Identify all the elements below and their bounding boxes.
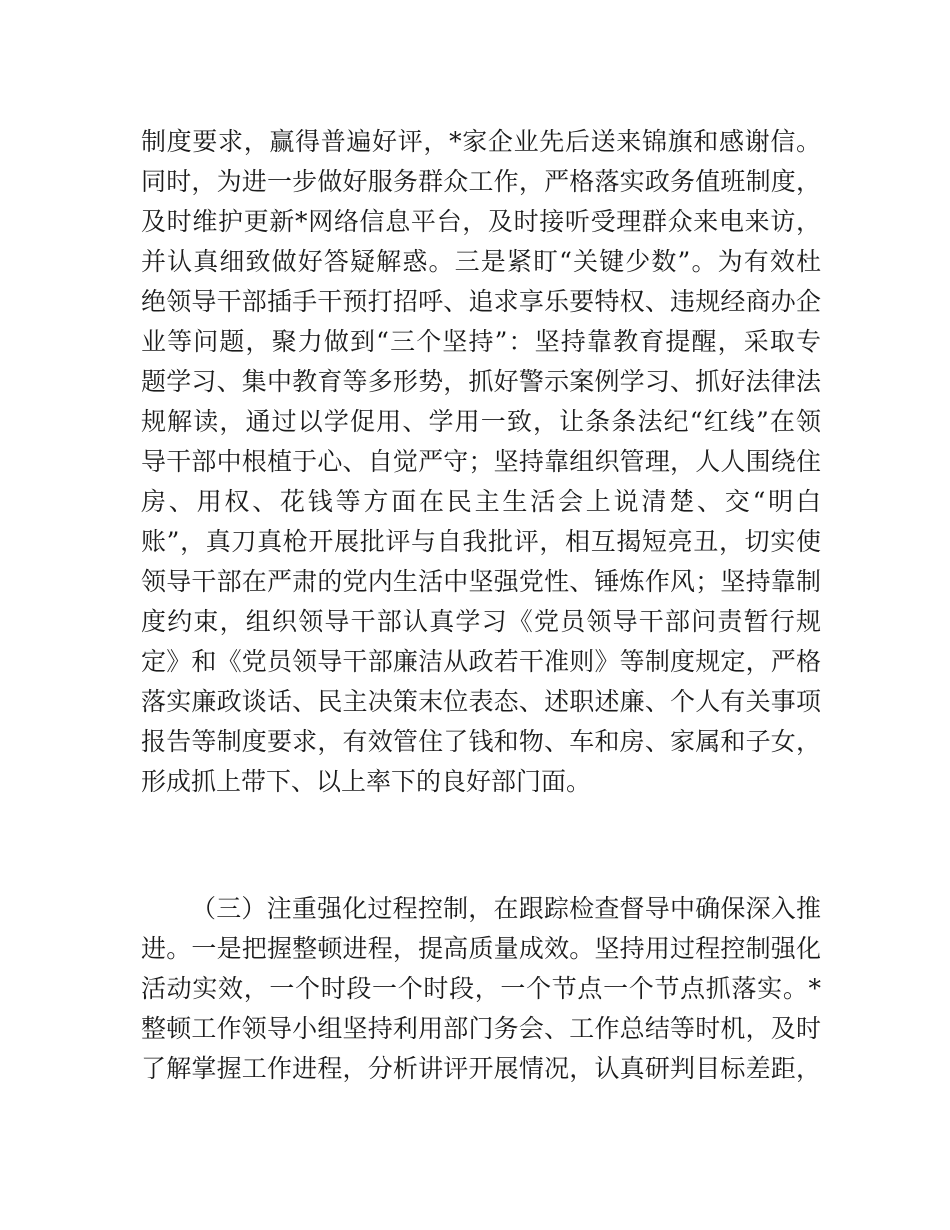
text-line: 定》和《党员领导干部廉洁从政若干准则》等制度规定，严格 <box>141 647 821 676</box>
text-line: 规解读，通过以学促用、学用一致，让条条法纪“红线”在领 <box>141 407 821 436</box>
text-line: 了解掌握工作进程，分析讲评开展情况，认真研判目标差距， <box>141 1054 821 1083</box>
text-line: 度约束，组织领导干部认真学习《党员领导干部问责暂行规 <box>141 607 821 636</box>
text-line: 领导干部在严肃的党内生活中坚强党性、锤炼作风；坚持靠制 <box>141 567 821 596</box>
text-line: 房、用权、花钱等方面在民主生活会上说清楚、交“明白 <box>141 487 821 516</box>
text-line: 活动实效，一个时段一个时段，一个节点一个节点抓落实。* <box>141 974 821 1003</box>
paragraph-2 <box>141 889 821 1089</box>
text-line: 导干部中根植于心、自觉严守；坚持靠组织管理，人人围绕住 <box>141 447 821 476</box>
text-line: 整顿工作领导小组坚持利用部门务会、工作总结等时机，及时 <box>141 1014 821 1043</box>
text-line: 形成抓上带下、以上率下的良好部门面。 <box>141 767 592 796</box>
text-line: 并认真细致做好答疑解惑。三是紧盯“关键少数”。为有效杜 <box>141 247 821 276</box>
text-line: 绝领导干部插手干预打招呼、追求享乐要特权、违规经商办企 <box>141 287 821 316</box>
text-line: 进。一是把握整顿进程，提高质量成效。坚持用过程控制强化 <box>141 934 821 963</box>
text-line: 账”，真刀真枪开展批评与自我批评，相互揭短亮丑，切实使 <box>141 527 821 556</box>
text-line: 题学习、集中教育等多形势，抓好警示案例学习、抓好法律法 <box>141 367 821 396</box>
text-line: 落实廉政谈话、民主决策末位表态、述职述廉、个人有关事项 <box>141 687 821 716</box>
text-line: 及时维护更新*网络信息平台，及时接听受理群众来电来访， <box>141 207 821 236</box>
text-line: 报告等制度要求，有效管住了钱和物、车和房、家属和子女， <box>141 727 821 756</box>
paragraph-1 <box>141 122 821 802</box>
text-line: 业等问题，聚力做到“三个坚持”：坚持靠教育提醒，采取专 <box>141 327 821 356</box>
text-line: 制度要求，赢得普遍好评，*家企业先后送来锦旗和感谢信。 <box>141 127 821 156</box>
text-line: 同时，为进一步做好服务群众工作，严格落实政务值班制度， <box>141 167 821 196</box>
text-line: （三）注重强化过程控制，在跟踪检查督导中确保深入推 <box>191 894 821 923</box>
